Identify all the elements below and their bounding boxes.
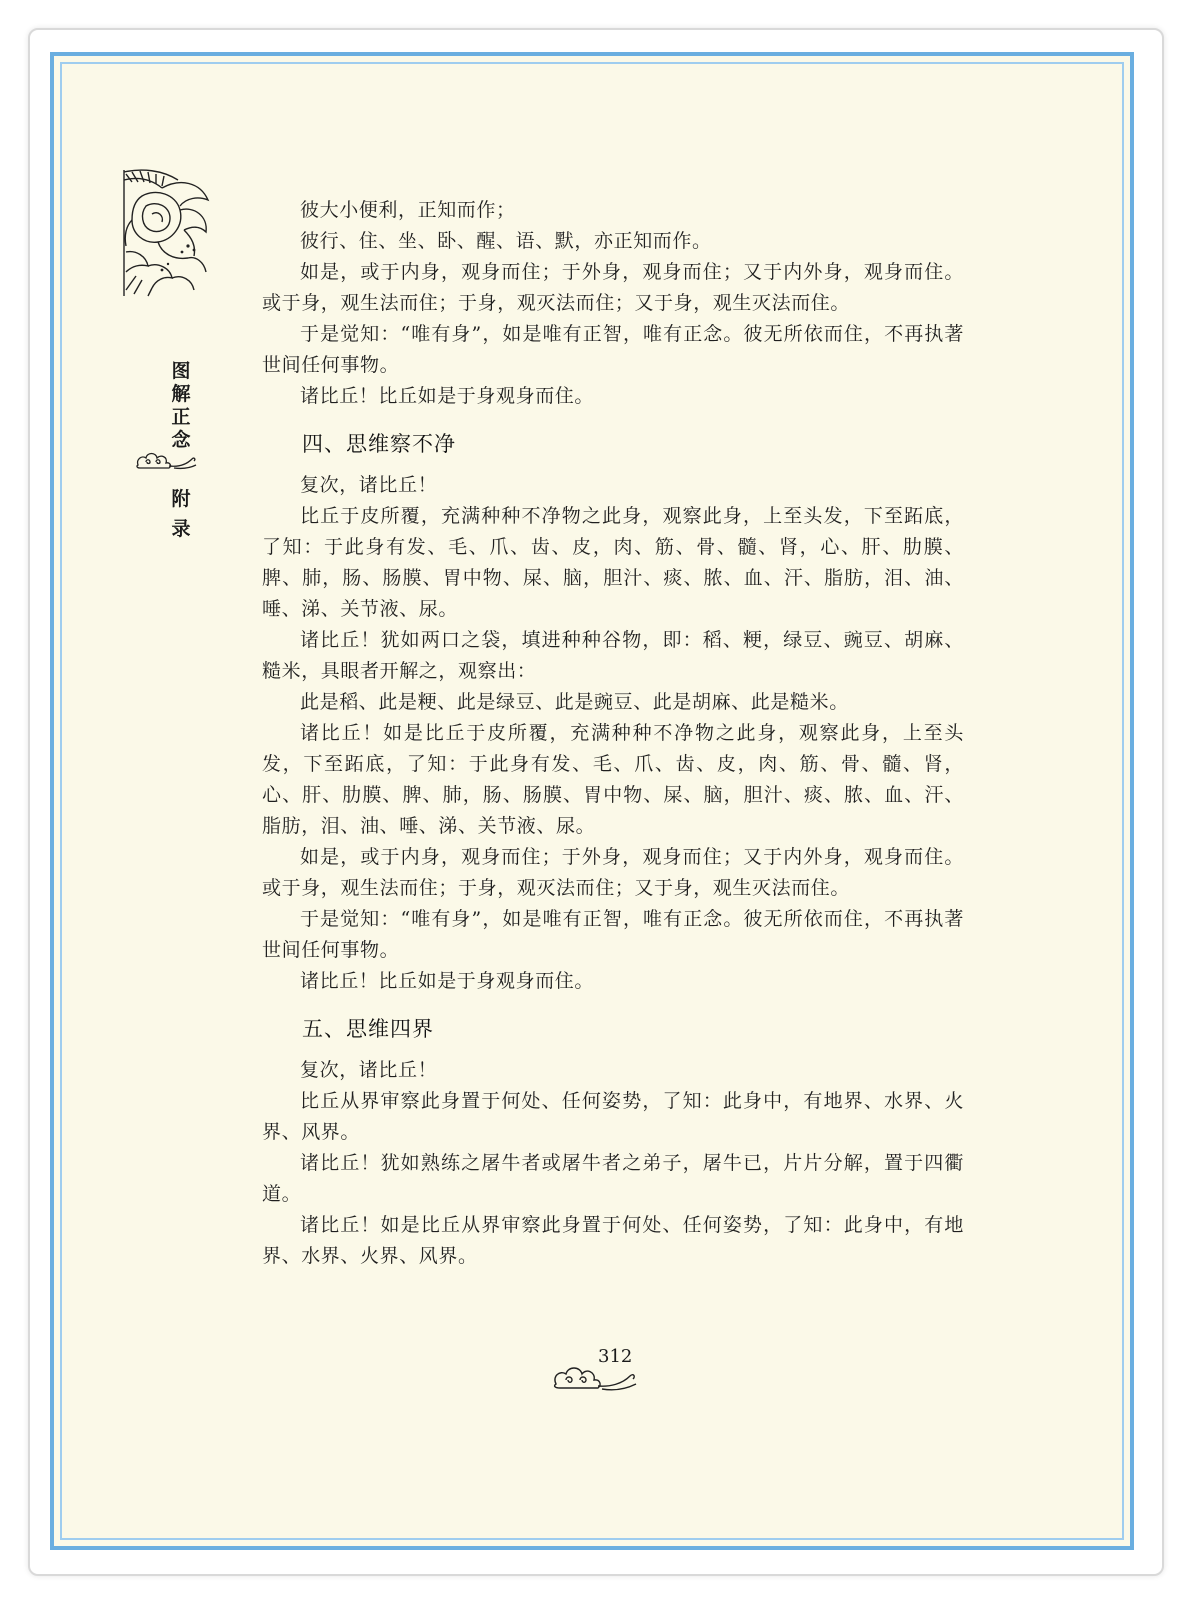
sidebar-sub-char: 附 [171,488,191,510]
page-body-text [262,195,964,1272]
sidebar-book-title [166,360,196,452]
paragraph: 诸比丘！如是比丘于皮所覆，充满种种不净物之此身，观察此身，上至头发，下至跖底，了知：于此身有发、毛、爪、齿、皮，肉、筋、骨、髓、肾，心、肝、肋膜、脾、肺，肠、肠膜、胃中物、屎、脑，胆汁、痰、脓、血、汗、脂肪，泪、油、唾、涕、关节液、尿。 [262,722,964,837]
sidebar-title-char: 正 [171,406,191,428]
paragraph: 诸比丘！比丘如是于身观身而住。 [300,385,595,407]
sidebar-sub-char: 录 [171,518,191,540]
sidebar-title-char: 解 [171,383,191,405]
paragraph: 诸比丘！犹如熟练之屠牛者或屠牛者之弟子，屠牛已，片片分解，置于四衢道。 [262,1152,964,1205]
page-footer [546,1346,642,1398]
paragraph: 诸比丘！比丘如是于身观身而住。 [300,970,595,992]
paragraph: 彼大小便利，正知而作； [300,199,516,221]
paragraph: 复次，诸比丘！ [300,474,438,496]
sidebar-section-label [166,484,196,544]
paragraph: 诸比丘！如是比丘从界审察此身置于何处、任何姿势，了知：此身中，有地界、水界、火界、风界。 [262,1214,964,1267]
sidebar-title-char: 念 [171,429,191,451]
paragraph: 比丘于皮所覆，充满种种不净物之此身，观察此身，上至头发，下至跖底，了知：于此身有发、毛、爪、齿、皮，肉、筋、骨、髓、肾，心、肝、肋膜、脾、肺，肠、肠膜、胃中物、屎、脑，胆汁、痰、脓、血、汗、脂肪，泪、油、唾、涕、关节液、尿。 [262,505,964,620]
auspicious-cloud-icon [134,449,198,473]
paragraph: 此是稻、此是粳、此是绿豆、此是豌豆、此是胡麻、此是糙米。 [300,691,849,713]
paragraph: 彼行、住、坐、卧、醒、语、默，亦正知而作。 [300,230,712,252]
auspicious-cloud-icon [550,1362,640,1396]
paragraph: 于是觉知：“唯有身”，如是唯有正智，唯有正念。彼无所依而住，不再执著世间任何事物。 [262,323,964,376]
paragraph: 复次，诸比丘！ [300,1059,438,1081]
paragraph: 比丘从界审察此身置于何处、任何姿势，了知：此身中，有地界、水界、火界、风界。 [262,1090,964,1143]
section-heading: 五、思维四界 [302,1017,434,1041]
paragraph: 于是觉知：“唯有身”，如是唯有正智，唯有正念。彼无所依而住，不再执著世间任何事物。 [262,908,964,961]
paragraph: 诸比丘！犹如两口之袋，填进种种谷物，即：稻、粳，绿豆、豌豆、胡麻、糙米，具眼者开解之，观察出： [262,629,964,682]
sidebar-title-char: 图 [171,360,191,382]
page-number: 312 [598,1346,633,1367]
lotus-ornament-icon [122,166,212,298]
paragraph: 如是，或于内身，观身而住；于外身，观身而住；又于内外身，观身而住。或于身，观生法而住；于身，观灭法而住；又于身，观生灭法而住。 [262,846,964,899]
section-heading: 四、思维察不净 [302,432,456,456]
paragraph: 如是，或于内身，观身而住；于外身，观身而住；又于内外身，观身而住。或于身，观生法而住；于身，观灭法而住；又于身，观生灭法而住。 [262,261,964,314]
